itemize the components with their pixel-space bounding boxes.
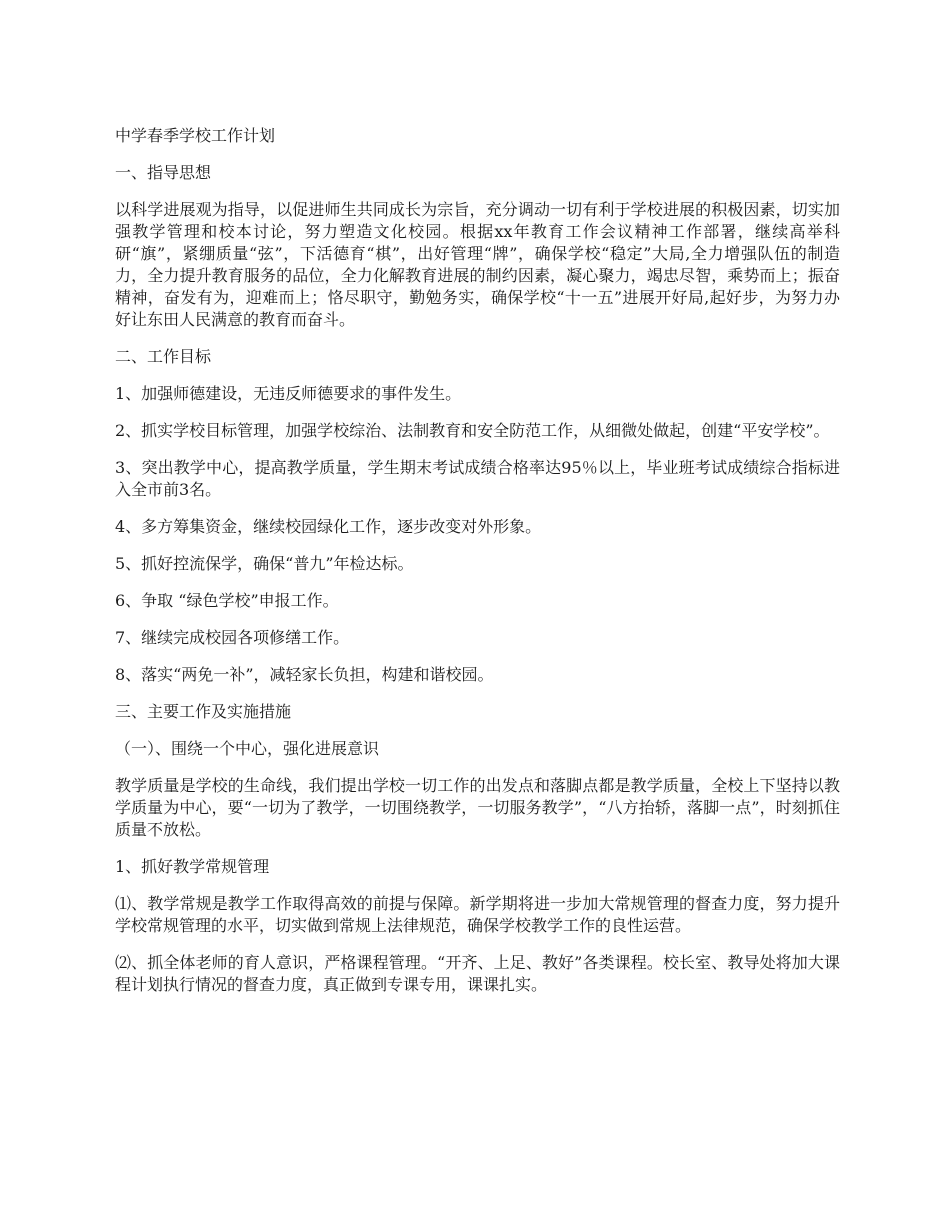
section-heading-guiding-ideology: 一、指导思想: [115, 163, 212, 182]
routine-item-2: ⑵、抓全体老师的育人意识，严格课程管理。“开齐、上足、教好”各类课程。校长室、教导处将加大课程计划执行情况的督查力度，真正做到专课专用，课课扎实。: [115, 953, 840, 994]
goal-item-7: 7、继续完成校园各项修缮工作。: [115, 628, 350, 647]
goal-item-2: 2、抓实学校目标管理，加强学校综治、法制教育和安全防范工作，从细微处做起，创建“平安学校”。: [115, 421, 830, 440]
goal-item-6: 6、争取 “绿色学校”申报工作。: [115, 591, 339, 610]
routine-item-1: ⑴、教学常规是教学工作取得高效的前提与保障。新学期将进一步加大常规管理的督查力度，努力提升学校常规管理的水平，切实做到常规上法律规范，确保学校教学工作的良性运营。: [115, 894, 840, 935]
goal-item-4: 4、多方筹集资金，继续校园绿化工作，逐步改变对外形象。: [115, 517, 542, 536]
goal-item-5: 5、抓好控流保学，确保“普九”年检达标。: [115, 554, 414, 573]
document-body: [115, 125, 840, 1011]
subsection-heading-one-center: （一）、围绕一个中心，强化进展意识: [115, 739, 380, 758]
document-title: 中学春季学校工作计划: [115, 126, 276, 145]
paragraph-teaching-quality: 教学质量是学校的生命线，我们提出学校一切工作的出发点和落脚点都是教学质量，全校上下坚持以教学质量为中心，要“一切为了教学，一切围绕教学，一切服务教学”，“八方抬轿，落脚一点”，时刻抓住质量不放松。: [115, 776, 840, 839]
goal-item-8: 8、落实“两免一补”，减轻家长负担，构建和谐校园。: [115, 665, 494, 684]
goal-item-1: 1、加强师德建设，无违反师德要求的事件发生。: [115, 384, 462, 403]
goal-item-3: 3、突出教学中心，提高教学质量，学生期末考试成绩合格率达95％以上，毕业班考试成绩综合指标进入全市前3名。: [115, 458, 840, 499]
section-heading-work-goals: 二、工作目标: [115, 347, 212, 366]
paragraph-guiding-ideology: 以科学进展观为指导，以促进师生共同成长为宗旨，充分调动一切有利于学校进展的积极因素，切实加强教学管理和校本讨论，努力塑造文化校园。根据xx年教育工作会议精神工作部署，继续高举科研“旗”，紧绷质量“弦”，下活德育“棋”，出好管理“牌”，确保学校“稳定”大局,全力增强队伍的制造力，全力提升教育服务的品位，全力化解教育进展的制约因素，凝心聚力，竭忠尽智，乘势而上；振奋精神，奋发有为，迎难而上；恪尽职守，勤勉务实，确保学校“十一五”进展开好局,起好步，为努力办好让东田人民满意的教育而奋斗。: [115, 200, 840, 329]
section-heading-main-work: 三、主要工作及实施措施: [115, 702, 292, 721]
subheading-teaching-routine: 1、抓好教学常规管理: [115, 857, 270, 876]
